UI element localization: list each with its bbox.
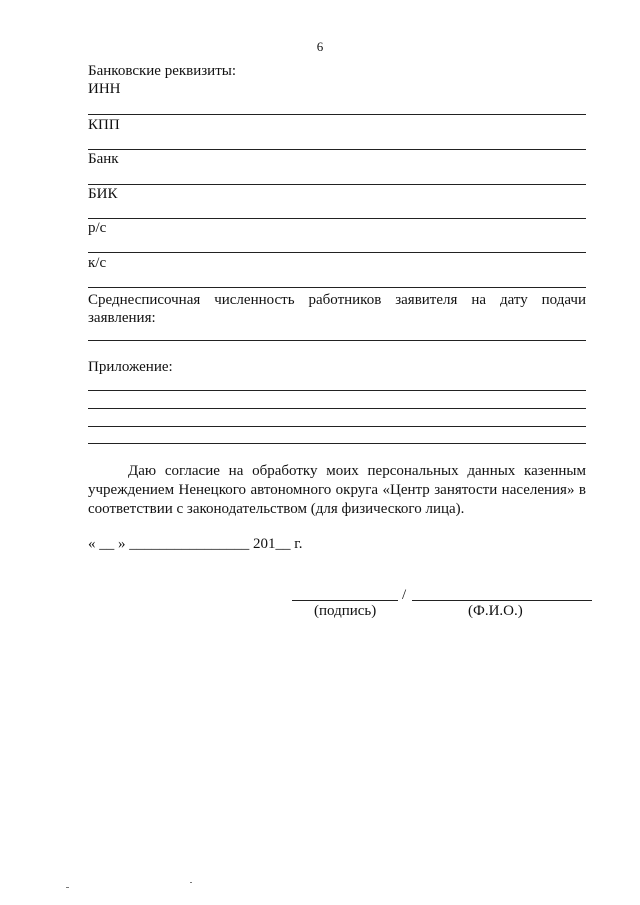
attachment-label: Приложение:	[88, 359, 173, 375]
field-line-bank[interactable]	[88, 184, 586, 185]
field-line-inn[interactable]	[88, 114, 586, 115]
field-label-kpp: КПП	[88, 117, 120, 133]
date-month-field[interactable]: ________________	[129, 536, 250, 552]
field-label-account: р/с	[88, 220, 107, 236]
consent-line1: Даю согласие на обработку моих персональных данных казенным	[128, 463, 586, 479]
signature-caption: (подпись)	[314, 603, 377, 619]
field-label-bik: БИК	[88, 186, 118, 202]
date-year-suffix: г.	[294, 536, 303, 552]
field-line-bik[interactable]	[88, 218, 586, 219]
attachment-line-1[interactable]	[88, 390, 586, 391]
field-line-headcount[interactable]	[88, 340, 586, 341]
attachment-line-4[interactable]	[88, 443, 586, 444]
field-label-corr-account: к/с	[88, 255, 107, 271]
date-day-field[interactable]: __	[99, 536, 115, 552]
full-name-field[interactable]	[412, 600, 592, 601]
field-label-bank: Банк	[88, 151, 119, 167]
field-line-corr-account[interactable]	[88, 287, 586, 288]
date-open-quote: «	[88, 536, 96, 552]
full-name-caption: (Ф.И.О.)	[468, 603, 523, 619]
field-line-kpp[interactable]	[88, 149, 586, 150]
signature-field[interactable]	[292, 600, 398, 601]
consent-paragraph	[88, 462, 586, 519]
headcount-label-line2: заявления:	[88, 310, 156, 326]
signature-separator: /	[402, 587, 407, 603]
field-line-account[interactable]	[88, 252, 586, 253]
attachment-line-2[interactable]	[88, 408, 586, 409]
date-year-prefix: 201	[253, 536, 276, 552]
date-close-quote: »	[118, 536, 126, 552]
bank-details-heading: Банковские реквизиты:	[88, 63, 237, 79]
page-number: 6	[316, 39, 324, 54]
consent-line2: учреждением Ненецкого автономного округа «Центр занятости населения» в	[88, 482, 586, 498]
date-year-field[interactable]: __	[275, 536, 291, 552]
field-label-inn: ИНН	[88, 81, 121, 97]
scan-speck	[190, 882, 192, 883]
scan-speck	[66, 887, 69, 888]
date-line	[88, 535, 302, 553]
attachment-line-3[interactable]	[88, 426, 586, 427]
headcount-label-line1: Среднесписочная численность работников заявителя на дату подачи	[88, 292, 586, 308]
consent-line3: соответствии с законодательством (для физического лица).	[88, 501, 465, 517]
